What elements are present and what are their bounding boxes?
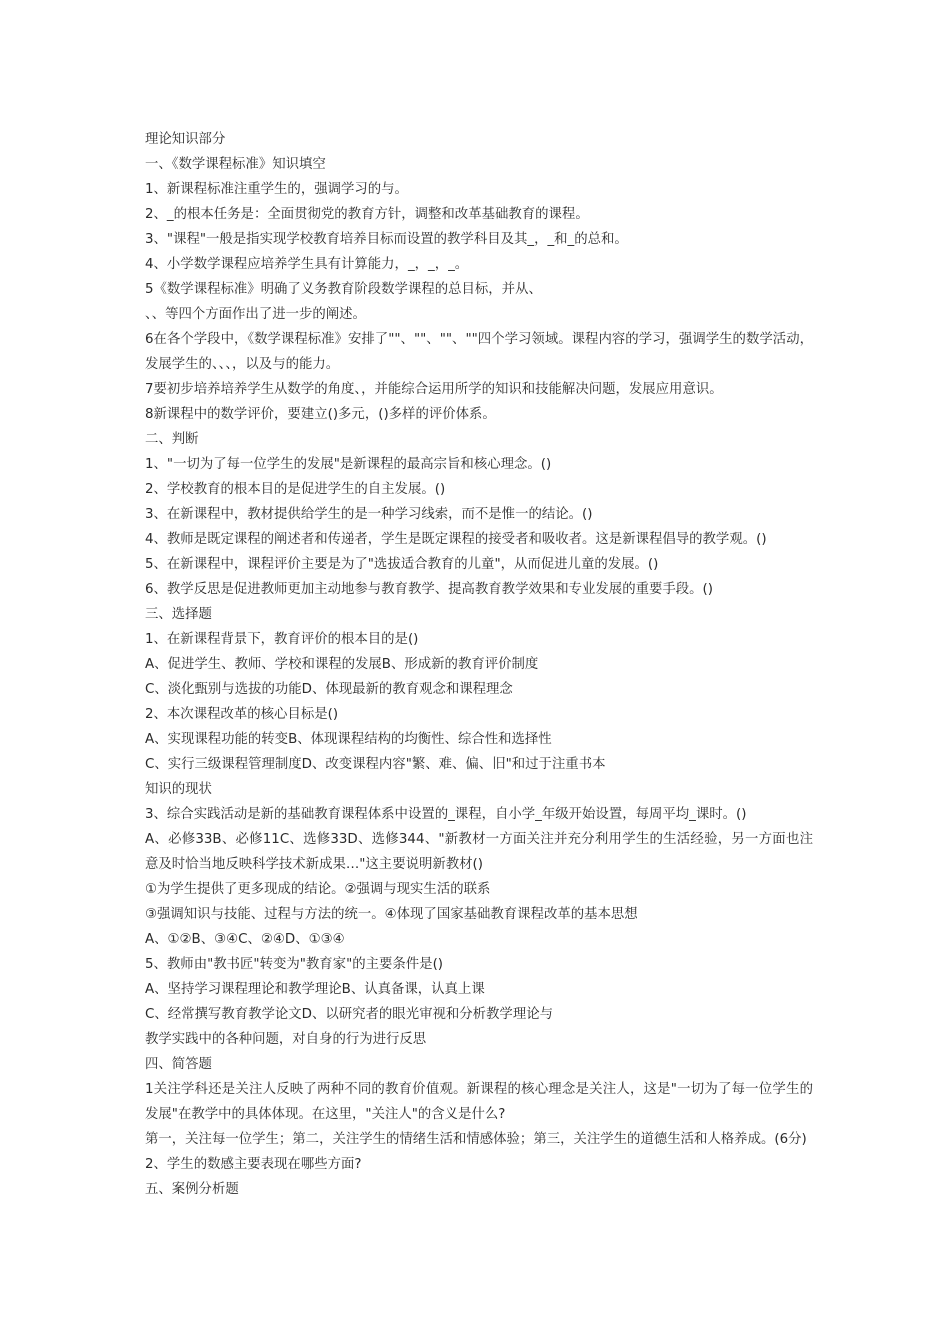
- text-line: 、、等四个方面作出了进一步的阐述。: [145, 307, 366, 322]
- text-line: 3、在新课程中，教材提供给学生的是一种学习线索，而不是惟一的结论。(): [145, 507, 593, 522]
- text-line: 五、案例分析题: [145, 1182, 239, 1197]
- text-line: 6、教学反思是促进教师更加主动地参与教育教学、提高教育教学效果和专业发展的重要手段。(): [145, 582, 713, 597]
- text-line: 四、简答题: [145, 1057, 212, 1072]
- text-line: 1、新课程标准注重学生的，强调学习的与。: [145, 182, 408, 197]
- text-line: 8新课程中的数学评价，要建立()多元，()多样的评价体系。: [145, 407, 496, 422]
- text-line: 一、《数学课程标准》知识填空: [145, 157, 326, 172]
- text-line: 4、教师是既定课程的阐述者和传递者，学生是既定课程的接受者和吸收者。这是新课程倡导的教学观。(): [145, 532, 767, 547]
- text-line: 3、综合实践活动是新的基础教育课程体系中设置的_课程，自小学_年级开始设置，每周平均_课时。(): [145, 807, 747, 822]
- text-line: 7要初步培养培养学生从数学的角度、，并能综合运用所学的知识和技能解决问题，发展应用意识。: [145, 382, 723, 397]
- text-line: A、促进学生、教师、学校和课程的发展B、形成新的教育评价制度: [145, 657, 539, 672]
- text-line: 5、教师由"教书匠"转变为"教育家"的主要条件是(): [145, 957, 444, 972]
- text-line: 1、在新课程背景下，教育评价的根本目的是(): [145, 632, 419, 647]
- text-line: A、必修33B、必修11C、选修33D、选修344、"新教材一方面关注并充分利用学生的生活经验，另一方面也注意及时恰当地反映科学技术新成果…"这主要说明新教材(): [145, 832, 813, 872]
- text-line: 教学实践中的各种问题，对自身的行为进行反思: [145, 1032, 427, 1047]
- text-line: C、经常撰写教育教学论文D、以研究者的眼光审视和分析教学理论与: [145, 1007, 553, 1022]
- text-line: 理论知识部分: [145, 132, 226, 147]
- text-line: ③强调知识与技能、过程与方法的统一。④体现了国家基础教育课程改革的基本思想: [145, 907, 638, 922]
- text-line: A、实现课程功能的转变B、体现课程结构的均衡性、综合性和选择性: [145, 732, 552, 747]
- text-line: 2、学校教育的根本目的是促进学生的自主发展。(): [145, 482, 446, 497]
- text-line: 二、判断: [145, 432, 199, 447]
- text-line: A、①②B、③④C、②④D、①③④: [145, 932, 345, 947]
- text-line: 第一，关注每一位学生；第二，关注学生的情绪生活和情感体验；第三，关注学生的道德生活和人格养成。(6分): [145, 1132, 807, 1147]
- text-line: 三、选择题: [145, 607, 212, 622]
- text-line: C、淡化甄别与选拔的功能D、体现最新的教育观念和课程理念: [145, 682, 513, 697]
- text-line: 4、小学数学课程应培养学生具有计算能力，_，_，_。: [145, 257, 469, 272]
- text-line: 2、_的根本任务是：全面贯彻党的教育方针，调整和改革基础教育的课程。: [145, 207, 589, 222]
- text-line: ①为学生提供了更多现成的结论。②强调与现实生活的联系: [145, 882, 491, 897]
- text-line: 5《数学课程标准》明确了义务教育阶段数学课程的总目标，并从、: [145, 282, 542, 297]
- text-line: C、实行三级课程管理制度D、改变课程内容"繁、难、偏、旧"和过于注重书本: [145, 757, 606, 772]
- document-page: [145, 127, 813, 1202]
- text-line: 5、在新课程中，课程评价主要是为了"选拔适合教育的儿童"，从而促进儿童的发展。(): [145, 557, 659, 572]
- text-line: 3、"课程"一般是指实现学校教育培养目标而设置的教学科目及其_，_和_的总和。: [145, 232, 628, 247]
- text-line: 知识的现状: [145, 782, 212, 797]
- text-line: 1关注学科还是关注人反映了两种不同的教育价值观。新课程的核心理念是关注人，这是"一切为了每一位学生的发展"在教学中的具体体现。在这里，"关注人"的含义是什么?: [145, 1082, 813, 1122]
- text-line: 1、"一切为了每一位学生的发展"是新课程的最高宗旨和核心理念。(): [145, 457, 552, 472]
- text-line: A、坚持学习课程理论和教学理论B、认真备课，认真上课: [145, 982, 485, 997]
- text-line: 2、学生的数感主要表现在哪些方面?: [145, 1157, 362, 1172]
- text-line: 2、本次课程改革的核心目标是(): [145, 707, 339, 722]
- text-line: 6在各个学段中，《数学课程标准》安排了""、""、""、""四个学习领域。课程内容的学习，强调学生的数学活动，发展学生的、、、，以及与的能力。: [145, 332, 813, 372]
